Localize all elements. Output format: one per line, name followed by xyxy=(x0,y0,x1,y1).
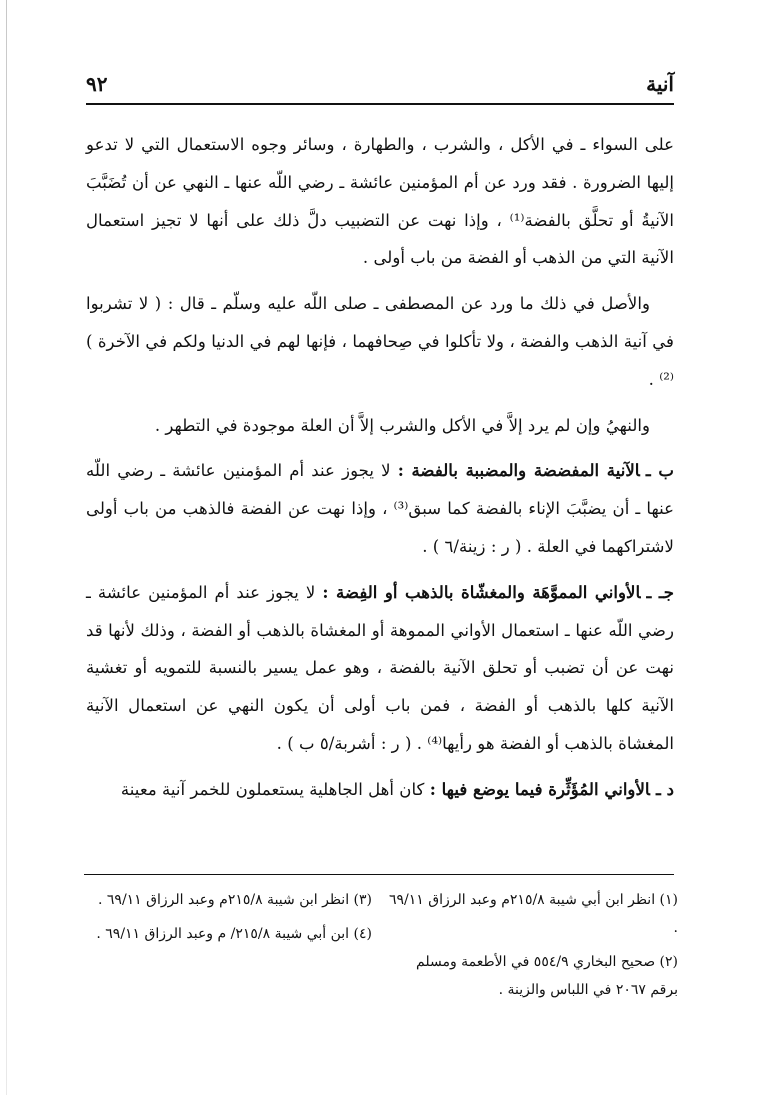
paragraph-ruling: والنهيُ وإن لم يرد إلاَّ في الأكل والشرب إلاَّ أن العلة موجودة في التطهر . xyxy=(154,415,650,435)
section-d-text: كان أهل الجاهلية يستعملون للخمر آنية معينة xyxy=(120,779,425,799)
footnote-4: (٤) ابن أبي شيبة ٢١٥/٨/ م وعبد الرزاق ٦٩/١١ . xyxy=(96,926,372,942)
footnotes-left-column xyxy=(82,886,372,954)
section-j-heading: الأواني المموَّهَة والمغشّاة بالذهب أو الفِضة : xyxy=(322,581,641,602)
section-b-text: لا يجوز عند أم المؤمنين عائشة ـ رضي اللّه عنها ـ أن يضبَّبَ الإناء بالفضة كما سبق⁽³⁾ ، وإذا نهت عن الفضة فالذهب من باب أولى لاشتراكهما في العلة . ( ر : زينة/٦ ) . xyxy=(86,461,675,556)
footnote-2: (٢) صحيح البخاري ٥٥٤/٩ في الأطعمة ومسلم برقم ٢٠٦٧ في اللباس والزينة . xyxy=(416,954,678,998)
section-j xyxy=(86,574,674,763)
page-edge-shadow xyxy=(6,0,7,1095)
page-header xyxy=(86,66,674,100)
section-j-text: لا يجوز عند أم المؤمنين عائشة ـ رضي اللّه عنها ـ استعمال الأواني المموهة أو المغشاة بالذهب أو الفضة ، وذلك لأنها قد نهت عن أن تضبب أو تحلق الآنية بالفضة ، وهو عمل يسير بالنسبة للتمويه أو تغشية الآنية كلها بالذهب أو الفضة ، فمن باب أولى أن يكون النهي عن استعمال الآنية المغشاة بالذهب أو الفضة هو رأيها⁽⁴⁾ . ( ر : أشربة/٥ ب ) . xyxy=(86,582,674,753)
paragraph-hadith: والأصل في ذلك ما ورد عن المصطفى ـ صلى اللّه عليه وسلّم ـ قال : ( لا تشربوا في آنية الذهب والفضة ، ولا تأكلوا في صِحافهما ، فإنها لهم في الدنيا ولكم في الآخرة )⁽²⁾ . xyxy=(86,294,674,389)
page-number: ٩٢ xyxy=(86,72,108,96)
paragraph-continuation: على السواء ـ في الأكل ، والشرب ، والطهارة ، وسائر وجوه الاستعمال التي لا تدعو إليها الضرورة . فقد ورد عن أم المؤمنين عائشة ـ رضي اللّه عنها ـ النهي عن أن تُضَبَّبَ الآنيةُ أو تحلَّق بالفضة⁽¹⁾ ، وإذا نهت عن التضبيب دلَّ ذلك على أنها لا تجيز استعمال الآنية التي من الذهب أو الفضة من باب أولى . xyxy=(86,135,674,268)
footnotes-right-column xyxy=(388,886,678,1010)
footnote-1: (١) انظر ابن أبي شيبة ٢١٥/٨م وعبد الرزاق ٦٩/١١ . xyxy=(389,892,678,936)
section-d-marker: د ـ xyxy=(655,778,674,799)
header-rule xyxy=(86,103,674,105)
footnote-3: (٣) انظر ابن شيبة ٢١٥/٨م وعبد الرزاق ٦٩/١١ . xyxy=(98,892,372,908)
section-d xyxy=(86,771,674,809)
section-b-heading: الآنية المفضضة والمضببة بالفضة : xyxy=(397,460,640,481)
section-b-marker: ب ـ xyxy=(645,460,674,481)
footnote-rule xyxy=(84,874,674,875)
section-b xyxy=(86,452,674,565)
body-text xyxy=(86,126,674,817)
section-d-heading: الأواني المُؤَثِّرة فيما يوضع فيها : xyxy=(429,778,650,799)
section-j-marker: جـ ـ xyxy=(646,581,674,602)
running-title: آنية xyxy=(646,72,674,96)
